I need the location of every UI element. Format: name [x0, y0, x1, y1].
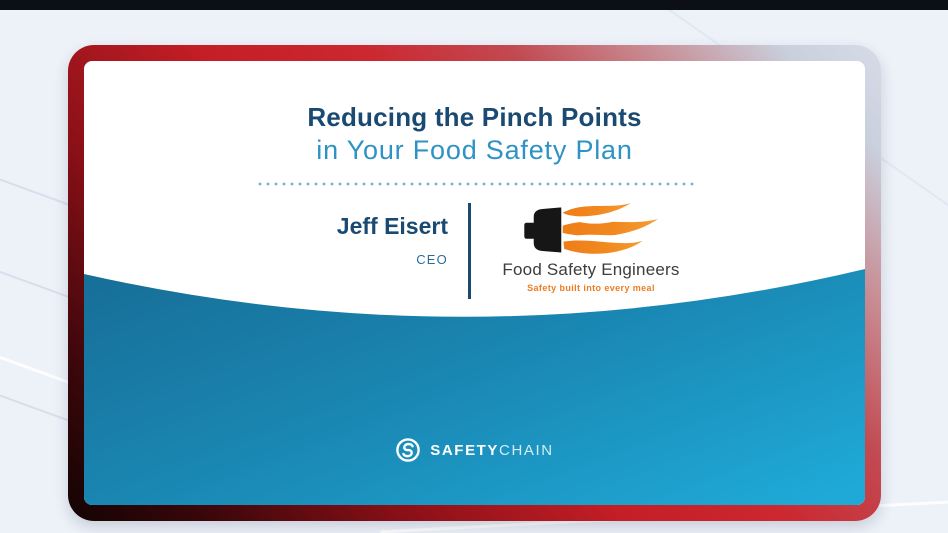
safetychain-wordmark-bold: SAFETY: [430, 441, 500, 459]
slide-card: [84, 61, 865, 505]
top-dark-bar: [0, 0, 948, 10]
speaker-info: [258, 201, 468, 267]
partner-name: Food Safety Engineers: [502, 260, 680, 279]
speaker-role: CEO: [416, 252, 448, 267]
safetychain-swirl-icon: [395, 437, 421, 463]
slide-red-frame: [68, 45, 881, 521]
slide-title-line1: Reducing the Pinch Points: [307, 102, 642, 132]
safetychain-wordmark: [430, 442, 553, 459]
dotted-divider: [256, 182, 694, 186]
slide-title-line2: in Your Food Safety Plan: [316, 135, 633, 165]
safetychain-logo: [84, 437, 865, 463]
partner-tagline: Safety built into every meal: [527, 283, 655, 293]
speaker-name: Jeff Eisert: [336, 213, 448, 239]
teal-wave-shape: [84, 265, 865, 505]
slide-title: [84, 101, 865, 167]
safetychain-wordmark-light: CHAIN: [499, 441, 554, 459]
pot-with-flames-icon: [503, 201, 679, 259]
